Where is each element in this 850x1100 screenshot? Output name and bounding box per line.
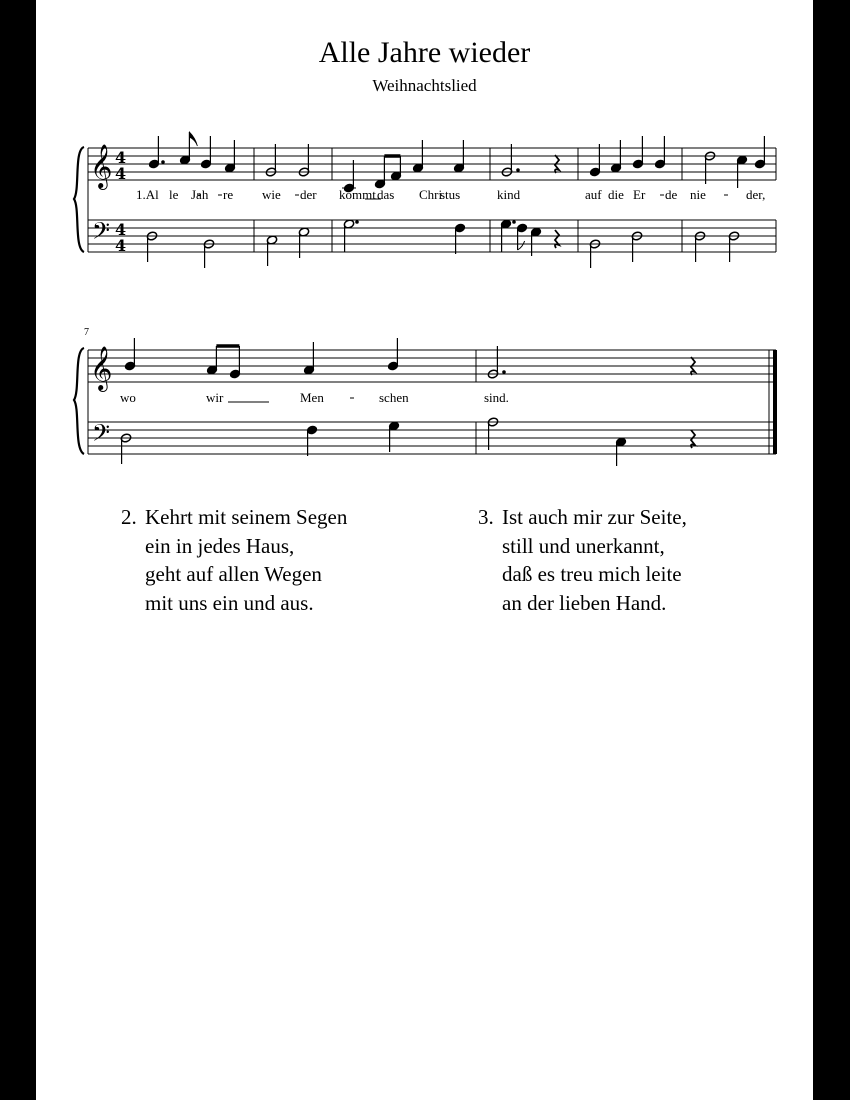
verse-number: 3. <box>478 505 494 529</box>
lyrics-system-2 <box>120 390 509 405</box>
lyric-syllable: Jah <box>191 187 209 202</box>
verse-line <box>478 532 687 561</box>
treble-notes <box>124 338 695 379</box>
treble-staff <box>88 350 776 382</box>
lyric-syllable: sind. <box>484 390 509 405</box>
time-sig-upper: 4 <box>115 148 127 167</box>
lyric-syllable: 1.Al <box>136 187 159 202</box>
music-score <box>36 0 813 470</box>
verse-text: an der lieben Hand. <box>502 590 667 615</box>
verse-line <box>478 560 687 589</box>
lyric-syllable: wie <box>262 187 281 202</box>
verse-text: Kehrt mit seinem Segen <box>145 505 348 529</box>
lyric-syllable: kind <box>497 187 521 202</box>
time-sig-lower: 4 <box>115 236 127 255</box>
lyric-syllable: der <box>300 187 317 202</box>
lyric-syllable: Chri <box>419 187 443 202</box>
song-title: Alle Jahre wieder <box>318 36 531 69</box>
verse-text: Ist auch mir zur Seite, <box>502 505 687 529</box>
lyric-syllable: Men <box>300 390 324 405</box>
bass-staff <box>88 220 776 252</box>
verse-number: 2. <box>121 505 137 529</box>
lyric-syllable: re <box>223 187 234 202</box>
treble-clef-icon: 𝄞 <box>90 144 113 188</box>
time-sig-lower: 4 <box>115 164 127 183</box>
verse-line <box>121 560 347 589</box>
verse-text: still und unerkannt, <box>502 533 665 558</box>
verse-3 <box>478 503 687 617</box>
bass-notes <box>120 417 695 466</box>
verse-line <box>478 589 687 618</box>
lyrics-system-1 <box>136 187 765 202</box>
song-subtitle: Weihnachtslied <box>372 76 477 95</box>
bass-clef-icon: 𝄢 <box>92 217 111 250</box>
lyric-syllable: der, <box>746 187 766 202</box>
treble-staff <box>88 148 776 180</box>
sheet-music-page <box>36 0 813 1100</box>
lyric-syllable: le <box>169 187 179 202</box>
bass-staff <box>88 422 776 454</box>
lyric-syllable: Er <box>633 187 646 202</box>
verse-text: mit uns ein und aus. <box>145 590 314 615</box>
lyric-syllable: wo <box>120 390 136 405</box>
verse-text: ein in jedes Haus, <box>145 533 295 558</box>
verse-line <box>121 503 347 532</box>
treble-notes <box>148 132 765 193</box>
verse-line <box>121 589 347 618</box>
system-brace <box>74 348 84 454</box>
verse-text: geht auf allen Wegen <box>145 562 322 586</box>
system-brace <box>74 147 84 252</box>
lyric-syllable: nie <box>690 187 706 202</box>
system-2 <box>74 327 776 466</box>
measure-number: 7 <box>84 327 89 338</box>
bass-notes <box>146 219 739 268</box>
time-sig-upper: 4 <box>115 220 127 239</box>
lyric-syllable: de <box>665 187 678 202</box>
lyric-syllable: auf <box>585 187 602 202</box>
lyric-syllable: das <box>377 187 395 202</box>
verse-line <box>478 503 687 532</box>
system-1 <box>74 132 776 268</box>
lyric-syllable: die <box>608 187 624 202</box>
verse-2 <box>121 503 347 617</box>
verse-line <box>121 532 347 561</box>
bass-clef-icon: 𝄢 <box>92 419 111 452</box>
lyric-syllable: schen <box>379 390 409 405</box>
lyric-syllable: kommt <box>339 187 376 202</box>
lyric-hyphens <box>228 398 354 402</box>
lyric-syllable: stus <box>440 187 461 202</box>
verse-text: daß es treu mich leite <box>502 562 682 586</box>
lyric-syllable: wir <box>206 390 224 405</box>
treble-clef-icon: 𝄞 <box>90 346 113 390</box>
